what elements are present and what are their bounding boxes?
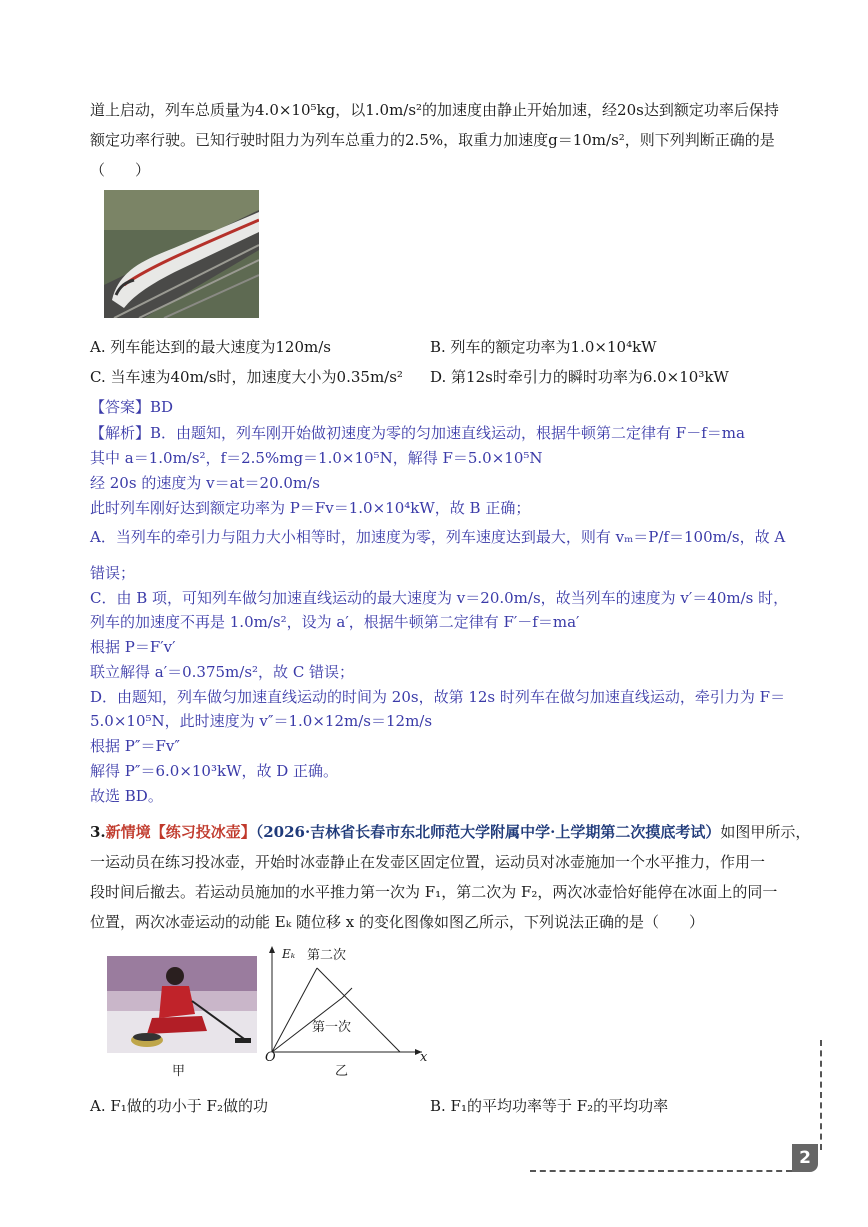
- q2-analysis-line-13: 根据 P″＝Fv″: [90, 737, 180, 755]
- q3-stem-line-1: 一运动员在练习投冰壶，开始时冰壶静止在发壶区固定位置，运动员对冰壶施加一个水平推力，作用一: [90, 853, 766, 871]
- q3-option-b: B. F₁的平均功率等于 F₂的平均功率: [430, 1097, 669, 1115]
- q2-stem-line-2: 额定功率行驶。已知行驶时阻力为列车总重力的2.5%，取重力加速度g＝10m/s²，则下列判断正确的是: [90, 131, 775, 149]
- q2-answer: 【答案】BD: [90, 398, 174, 416]
- q3-stem-first-tail: 如图甲所示，: [720, 823, 811, 841]
- train-photo: [104, 190, 259, 318]
- q2-analysis-line-14: 解得 P″＝6.0×10³kW，故 D 正确。: [90, 762, 339, 780]
- axis-y-label: Eₖ: [282, 947, 296, 961]
- fig-jia-label: 甲: [172, 1064, 186, 1079]
- curling-photo: [107, 956, 257, 1053]
- q2-analysis-line-4: 此时列车刚好达到额定功率为 P＝Fv＝1.0×10⁴kW，故 B 正确；: [90, 499, 531, 517]
- q2-analysis-line-10: 联立解得 a′＝0.375m/s²，故 C 错误；: [90, 663, 355, 681]
- q2-analysis-line-5: A．当列车的牵引力与阻力大小相等时，加速度为零，列车速度达到最大，则有 vₘ＝P/f＝100m/s，故 A: [90, 528, 786, 546]
- q2-analysis-line-15: 故选 BD。: [90, 787, 163, 805]
- label-second: 第二次: [307, 948, 347, 963]
- q2-stem-bracket: （ ）: [90, 161, 151, 179]
- q3-source: （2026·吉林省长春市东北师范大学附属中学·上学期第二次摸底考试）: [255, 823, 721, 841]
- q2-option-d: D. 第12s时牵引力的瞬时功率为6.0×10³kW: [430, 368, 729, 386]
- q2-analysis-line-6: 错误；: [90, 564, 136, 582]
- fig-yi-label: 乙: [335, 1064, 349, 1079]
- q3-tag-new-context: 新情境: [105, 823, 151, 841]
- q2-option-a: A. 列车能达到的最大速度为120m/s: [90, 338, 331, 356]
- q2-analysis-line-8: 列车的加速度不再是 1.0m/s²，设为 a′，根据牛顿第二定律有 F′－f＝ma′: [90, 613, 580, 631]
- q2-analysis-line-12: 5.0×10⁵N，此时速度为 v″＝1.0×12m/s＝12m/s: [90, 712, 433, 730]
- q2-analysis-line-1: 【解析】B．由题知，列车刚开始做初速度为零的匀加速直线运动，根据牛顿第二定律有 F－f＝ma: [90, 424, 745, 442]
- q2-analysis-line-7: C．由 B 项，可知列车做匀加速直线运动的最大速度为 v＝20.0m/s，故当列车的速度为 v′＝40m/s 时，: [90, 589, 789, 607]
- q3-header: [90, 822, 810, 842]
- page-corner-dash-horizontal: [530, 1170, 792, 1172]
- q2-analysis-line-9: 根据 P＝F′v′: [90, 638, 176, 656]
- page-corner-dash-vertical: [820, 1040, 822, 1150]
- axis-x-label: x: [420, 1050, 428, 1065]
- q2-option-c: C. 当车速为40m/s时，加速度大小为0.35m/s²: [90, 368, 403, 386]
- page-number: 2: [792, 1144, 818, 1172]
- q3-tag-topic: 【练习投冰壶】: [150, 823, 256, 841]
- q2-stem-line-1: 道上启动，列车总质量为4.0×10⁵kg，以1.0m/s²的加速度由静止开始加速，经20s达到额定功率后保持: [90, 101, 779, 119]
- q3-number: 3.: [90, 823, 106, 841]
- q2-analysis-line-3: 经 20s 的速度为 v＝at＝20.0m/s: [90, 474, 320, 492]
- origin-label: O: [265, 1050, 276, 1065]
- label-first: 第一次: [312, 1020, 352, 1035]
- q3-stem-line-2: 段时间后撤去。若运动员施加的水平推力第一次为 F₁，第二次为 F₂，两次冰壶恰好能停在冰面上的同一: [90, 883, 778, 901]
- q3-stem-line-3: 位置，两次冰壶运动的动能 Eₖ 随位移 x 的变化图像如图乙所示，下列说法正确的是（ ）: [90, 913, 704, 931]
- q2-option-b: B. 列车的额定功率为1.0×10⁴kW: [430, 338, 657, 356]
- q3-option-a: A. F₁做的功小于 F₂做的功: [90, 1097, 268, 1115]
- q2-analysis-line-11: D．由题知，列车做匀加速直线运动的时间为 20s，故第 12s 时列车在做匀加速直线运动，牵引力为 F＝: [90, 688, 786, 706]
- q2-analysis-line-2: 其中 a＝1.0m/s²，f＝2.5%mg＝1.0×10⁵N，解得 F＝5.0×10⁵N: [90, 449, 543, 467]
